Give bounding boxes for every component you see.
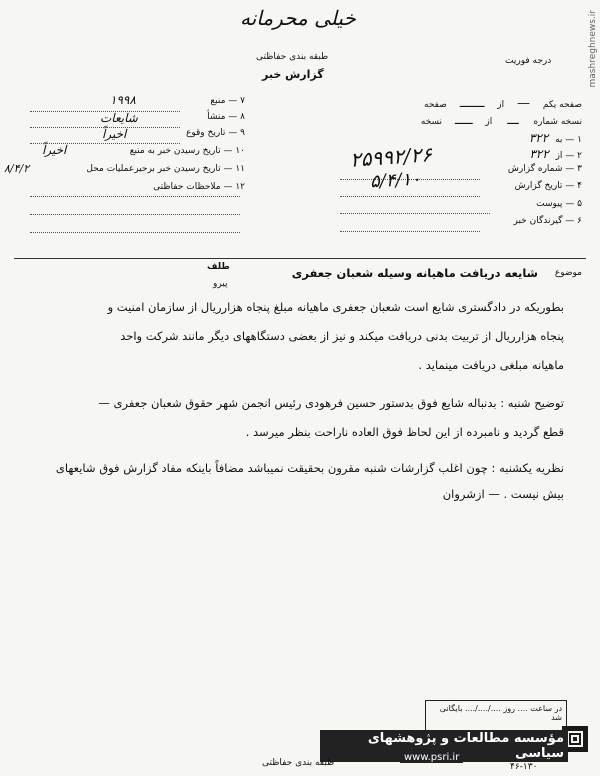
- field-label: گیرندگان خبر: [513, 216, 563, 226]
- field-value: ۱۹۹۸: [110, 93, 136, 107]
- field-report-number: ۳ — شماره گزارش: [507, 164, 582, 174]
- field-number: ۱: [577, 135, 582, 145]
- body-line: پنجاه هزارریال از تربیت بدنی دریافت میکند و نیز از بعضی دستگاههای دیگر مانند شرکت واحد: [120, 329, 564, 343]
- body-line: بطوریکه در دادگستری شایع است شعبان جعفری ماهیانه مبلغ پنجاه هزارریال از سازمان امنیت و: [107, 300, 564, 314]
- field-label: صفحه یکم: [542, 100, 582, 110]
- subject-label: موضوع: [554, 268, 582, 278]
- field-label: نسخه: [420, 117, 443, 127]
- field-to: ۱ — به ۳۲۲: [528, 131, 582, 145]
- report-title: گزارش خبر: [262, 68, 324, 81]
- institute-name: مؤسسه مطالعات و پژوهشهای سیاسی: [320, 730, 568, 762]
- field-number: ۲: [577, 151, 582, 161]
- subject: شایعه دریافت ماهیانه وسیله شعبان جعفری: [291, 266, 538, 280]
- field-label: تاریخ گزارش: [514, 181, 563, 191]
- archive-box-text: در ساعت .... روز ..../..../.... بایگانی شد: [439, 704, 562, 722]
- side-note-bottom: پیرو: [213, 279, 228, 289]
- classification-label: طبقه بندی حفاظتی: [256, 52, 329, 62]
- field-number: ۹: [240, 128, 245, 138]
- field-label: از: [555, 151, 563, 161]
- field-occurrence-date: ۹ — تاریخ وقوع اخیراً: [102, 127, 245, 141]
- field-label: منبع: [210, 96, 226, 106]
- field-label: به: [555, 135, 563, 145]
- field-recipients: ۶ — گیرندگان خبر: [513, 216, 582, 226]
- field-attachment: ۵ — پیوست: [536, 199, 582, 209]
- field-source: ۷ — منبع ۱۹۹۸: [110, 93, 245, 107]
- opinion-line: بیش نیست . — ازشروان: [442, 487, 564, 501]
- field-source-received: ۱۰ — تاریخ رسیدن خبر به منبع اخیراً: [42, 143, 245, 157]
- field-number: ۶: [577, 216, 582, 226]
- field-copy: نسخه شماره ـــ از ـــــ نسخه: [420, 113, 582, 128]
- site-watermark: mashreghnews.ir: [588, 10, 598, 88]
- field-number: ۳: [577, 164, 582, 174]
- field-page: صفحه یکم — از ـــــــ صفحه: [424, 96, 582, 111]
- footer-classification-label: طبقه بندی حفاظتی: [262, 758, 335, 768]
- field-security-notes: ۱۲ — ملاحظات حفاظتی: [153, 182, 245, 192]
- explanation-line: قطع گردید و نامبرده از این لحاظ فوق العاده ناراحت بنظر میرسد .: [245, 425, 564, 439]
- rating-label: درجه فوریت: [505, 56, 552, 66]
- divider: [14, 258, 586, 259]
- field-number: ۸: [240, 112, 245, 122]
- field-number: ۱۰: [235, 146, 245, 156]
- archive-box: [425, 700, 567, 734]
- field-report-date: ۴ — تاریخ گزارش: [514, 181, 582, 191]
- field-label: پیوست: [536, 199, 563, 209]
- field-label: تاریخ رسیدن خبر برحیرعملیات محل: [86, 164, 221, 174]
- field-label: از: [497, 100, 505, 110]
- explanation-line: توضیح شنبه : بدنباله شایع فوق بدستور حسین فرهودی رئیس انجمن شهر حقوق شعبان جعفری —: [98, 396, 564, 410]
- field-number: ۴: [577, 181, 582, 191]
- field-label: تاریخ وقوع: [185, 128, 226, 138]
- field-label: شماره گزارش: [507, 164, 563, 174]
- field-label: منشأ: [207, 112, 226, 122]
- page-code: ۴۶-۱۳۰: [510, 762, 538, 772]
- field-value: اخیراً: [42, 143, 67, 157]
- field-value: اخیراً: [102, 127, 127, 141]
- field-ops-received: ۱۱ — تاریخ رسیدن خبر برحیرعملیات محل ۸/۴/۲: [4, 162, 245, 175]
- field-label: از: [485, 117, 493, 127]
- field-value: ۳۲۲: [528, 131, 549, 145]
- field-origin: ۸ — منشأ شایعات: [100, 111, 245, 125]
- field-number: ۱۲: [235, 182, 245, 192]
- classification-handwritten: خیلی محرمانه: [240, 6, 356, 30]
- field-label: نسخه شماره: [533, 117, 582, 127]
- field-label: ملاحظات حفاظتی: [153, 182, 221, 192]
- field-from: ۲ — از ۳۲۲: [529, 147, 582, 161]
- field-number: ۱۱: [235, 164, 245, 174]
- report-number-handwritten: ۲۵۹۹۲/۲۶: [349, 142, 433, 172]
- report-date-handwritten: ۵/۴/۱۰: [369, 168, 422, 193]
- field-value: شایعات: [100, 111, 138, 125]
- side-note-top: طلف: [207, 262, 230, 272]
- institute-url: www.psri.ir: [400, 752, 463, 763]
- field-number: ۵: [577, 199, 582, 209]
- field-value: ۳۲۲: [529, 147, 549, 161]
- field-label: صفحه: [424, 100, 447, 110]
- field-number: ۷: [240, 96, 245, 106]
- field-value: ۸/۴/۲: [4, 162, 30, 175]
- opinion-line: نظریه یکشنبه : چون اغلب گزارشات شنبه مقرون بحقیقت نمیباشد مضافاً باینکه مفاد گزارش فوق شایعهای: [55, 461, 564, 475]
- body-line: ماهیانه مبلغی دریافت مینماید .: [418, 358, 564, 372]
- field-label: تاریخ رسیدن خبر به منبع: [129, 146, 221, 156]
